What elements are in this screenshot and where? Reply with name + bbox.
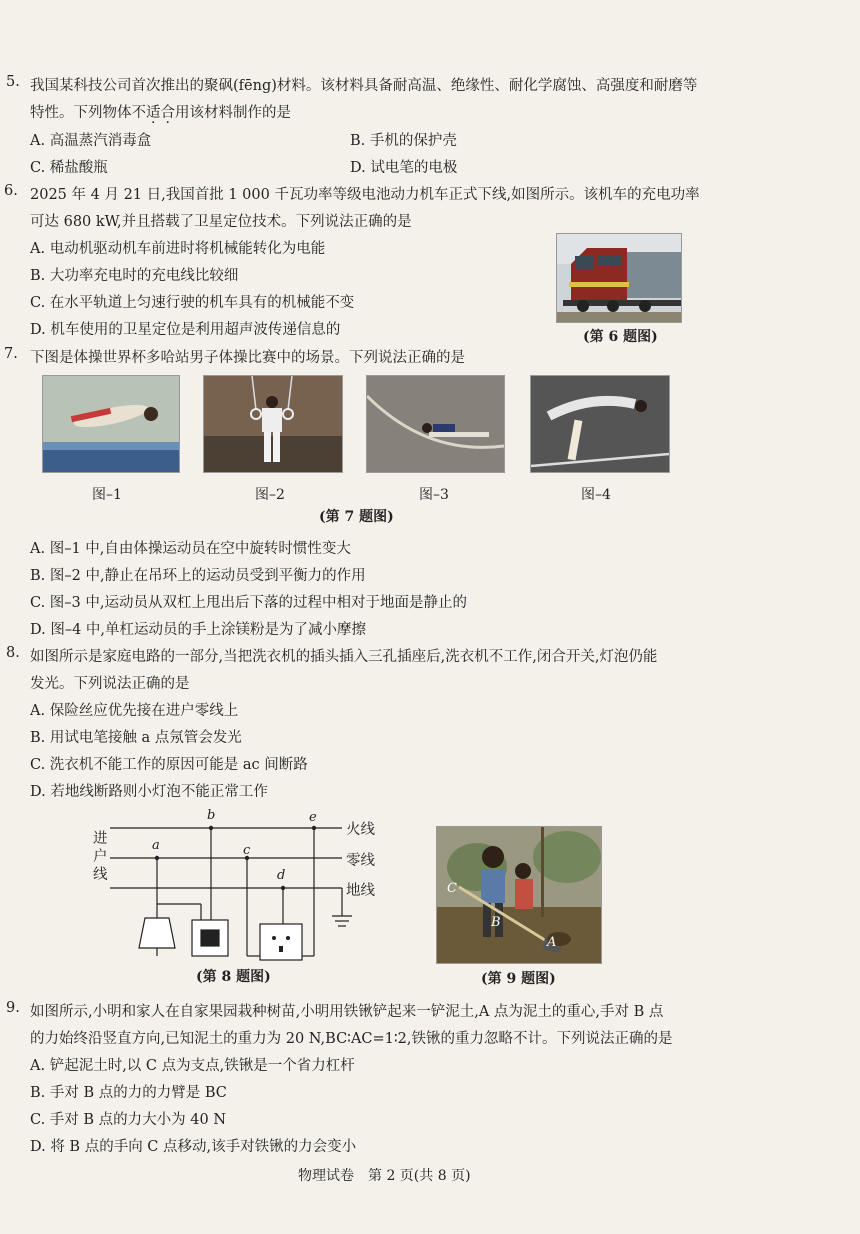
q7-option-d: D. 图–4 中,单杠运动员的手上涂镁粉是为了减小摩擦 xyxy=(30,622,367,638)
q6-option-d: D. 机车使用的卫星定位是利用超声波传递信息的 xyxy=(30,322,341,338)
neutral-wire-label: 零线 xyxy=(346,853,375,869)
q6-caption: (第 6 题图) xyxy=(583,329,658,345)
q5-line2 xyxy=(30,101,291,122)
q5-line1: 我国某科技公司首次推出的聚砜(fēng)材料。该材料具备耐高温、绝缘性、耐化学腐蚀、高强度和耐磨等 xyxy=(30,78,698,94)
entry-char-3: 线 xyxy=(93,867,108,883)
q5-option-a: A. 高温蒸汽消毒盒 xyxy=(30,133,152,149)
point-a-label: a xyxy=(152,838,160,853)
q6-line1: 2025 年 4 月 21 日,我国首批 1 000 千瓦功率等级电池动力机车正式下线,如图所示。该机车的充电功率 xyxy=(30,187,700,203)
q7-number: 7. xyxy=(4,346,18,362)
entry-char-2: 户 xyxy=(93,849,108,865)
point-e-label: e xyxy=(309,810,317,825)
q5-emphasis-2: 合 xyxy=(160,105,175,121)
q6-option-c: C. 在水平轨道上匀速行驶的机车具有的机械能不变 xyxy=(30,295,355,311)
locomotive-photo xyxy=(556,233,682,323)
q6-option-a: A. 电动机驱动机车前进时将机械能转化为电能 xyxy=(30,241,326,257)
q8-line2: 发光。下列说法正确的是 xyxy=(30,676,190,692)
shovel-illustration xyxy=(437,827,601,963)
q9-option-b: B. 手对 B 点的力的力臂是 BC xyxy=(30,1085,227,1101)
q6-option-b: B. 大功率充电时的充电线比较细 xyxy=(30,268,239,284)
q7-option-c: C. 图–3 中,运动员从双杠上甩出后下落的过程中相对于地面是静止的 xyxy=(30,595,467,611)
floor-exercise-illustration xyxy=(43,376,179,472)
figure-2-label: 图–2 xyxy=(255,487,285,503)
high-bar-photo xyxy=(530,375,670,473)
q8-option-c: C. 洗衣机不能工作的原因可能是 ac 间断路 xyxy=(30,757,308,773)
q8-option-d: D. 若地线断路则小灯泡不能正常工作 xyxy=(30,784,268,800)
q8-number: 8. xyxy=(6,645,20,661)
figure-3-label: 图–3 xyxy=(419,487,449,503)
q9-option-a: A. 铲起泥土时,以 C 点为支点,铁锹是一个省力杠杆 xyxy=(30,1058,355,1074)
q9-line1: 如图所示,小明和家人在自家果园栽种树苗,小明用铁锹铲起来一铲泥土,A 点为泥土的重心,手对 B 点 xyxy=(30,1004,664,1020)
figure-4-label: 图–4 xyxy=(581,487,611,503)
page-footer: 物理试卷 第 2 页(共 8 页) xyxy=(298,1168,471,1184)
q5-emphasis-1: 适 xyxy=(146,105,161,121)
q9-line2: 的力始终沿竖直方向,已知泥土的重力为 20 N,BC∶AC=1∶2,铁锹的重力忽略不计。下列说法正确的是 xyxy=(30,1031,673,1047)
q5-option-b: B. 手机的保护壳 xyxy=(350,133,457,149)
q8-option-a: A. 保险丝应优先接在进户零线上 xyxy=(30,703,239,719)
point-b-photo-label: B xyxy=(491,915,501,930)
shovel-photo xyxy=(436,826,602,964)
q7-caption: (第 7 题图) xyxy=(319,509,394,525)
q5-line2-pre: 特性。下列物体不 xyxy=(30,105,146,121)
floor-exercise-photo xyxy=(42,375,180,473)
q5-number: 5. xyxy=(6,74,20,90)
point-c-photo-label: C xyxy=(447,881,457,896)
q5-option-c: C. 稀盐酸瓶 xyxy=(30,160,108,176)
q7-line1: 下图是体操世界杯多哈站男子体操比赛中的场景。下列说法正确的是 xyxy=(30,350,465,366)
point-c-label: c xyxy=(243,843,251,858)
parallel-bars-illustration xyxy=(367,376,504,472)
entry-char-1: 进 xyxy=(93,831,108,847)
high-bar-illustration xyxy=(531,376,669,472)
q5-line2-post: 用该材料制作的是 xyxy=(175,105,291,121)
q5-option-d: D. 试电笔的电极 xyxy=(350,160,458,176)
live-wire-label: 火线 xyxy=(346,822,375,838)
point-d-label: d xyxy=(277,868,286,883)
q6-number: 6. xyxy=(4,183,18,199)
point-a-photo-label: A xyxy=(547,935,557,950)
figure-1-label: 图–1 xyxy=(92,487,122,503)
q9-option-c: C. 手对 B 点的力大小为 40 N xyxy=(30,1112,227,1128)
ground-wire-label: 地线 xyxy=(346,883,375,899)
point-b-label: b xyxy=(207,808,216,823)
q7-option-b: B. 图–2 中,静止在吊环上的运动员受到平衡力的作用 xyxy=(30,568,366,584)
q8-line1: 如图所示是家庭电路的一部分,当把洗衣机的插头插入三孔插座后,洗衣机不工作,闭合开关,灯泡仍能 xyxy=(30,649,658,665)
q9-number: 9. xyxy=(6,1000,20,1016)
q7-option-a: A. 图–1 中,自由体操运动员在空中旋转时惯性变大 xyxy=(30,541,351,557)
parallel-bars-photo xyxy=(366,375,505,473)
entry-wire-label xyxy=(93,830,109,884)
q8-caption: (第 8 题图) xyxy=(196,969,271,985)
locomotive-illustration xyxy=(557,234,681,322)
q9-option-d: D. 将 B 点的手向 C 点移动,该手对铁锹的力会变小 xyxy=(30,1139,357,1155)
q8-option-b: B. 用试电笔接触 a 点氖管会发光 xyxy=(30,730,242,746)
q9-caption: (第 9 题图) xyxy=(481,971,556,987)
q6-line2: 可达 680 kW,并且搭载了卫星定位技术。下列说法正确的是 xyxy=(30,214,412,230)
rings-illustration xyxy=(204,376,342,472)
rings-photo xyxy=(203,375,343,473)
